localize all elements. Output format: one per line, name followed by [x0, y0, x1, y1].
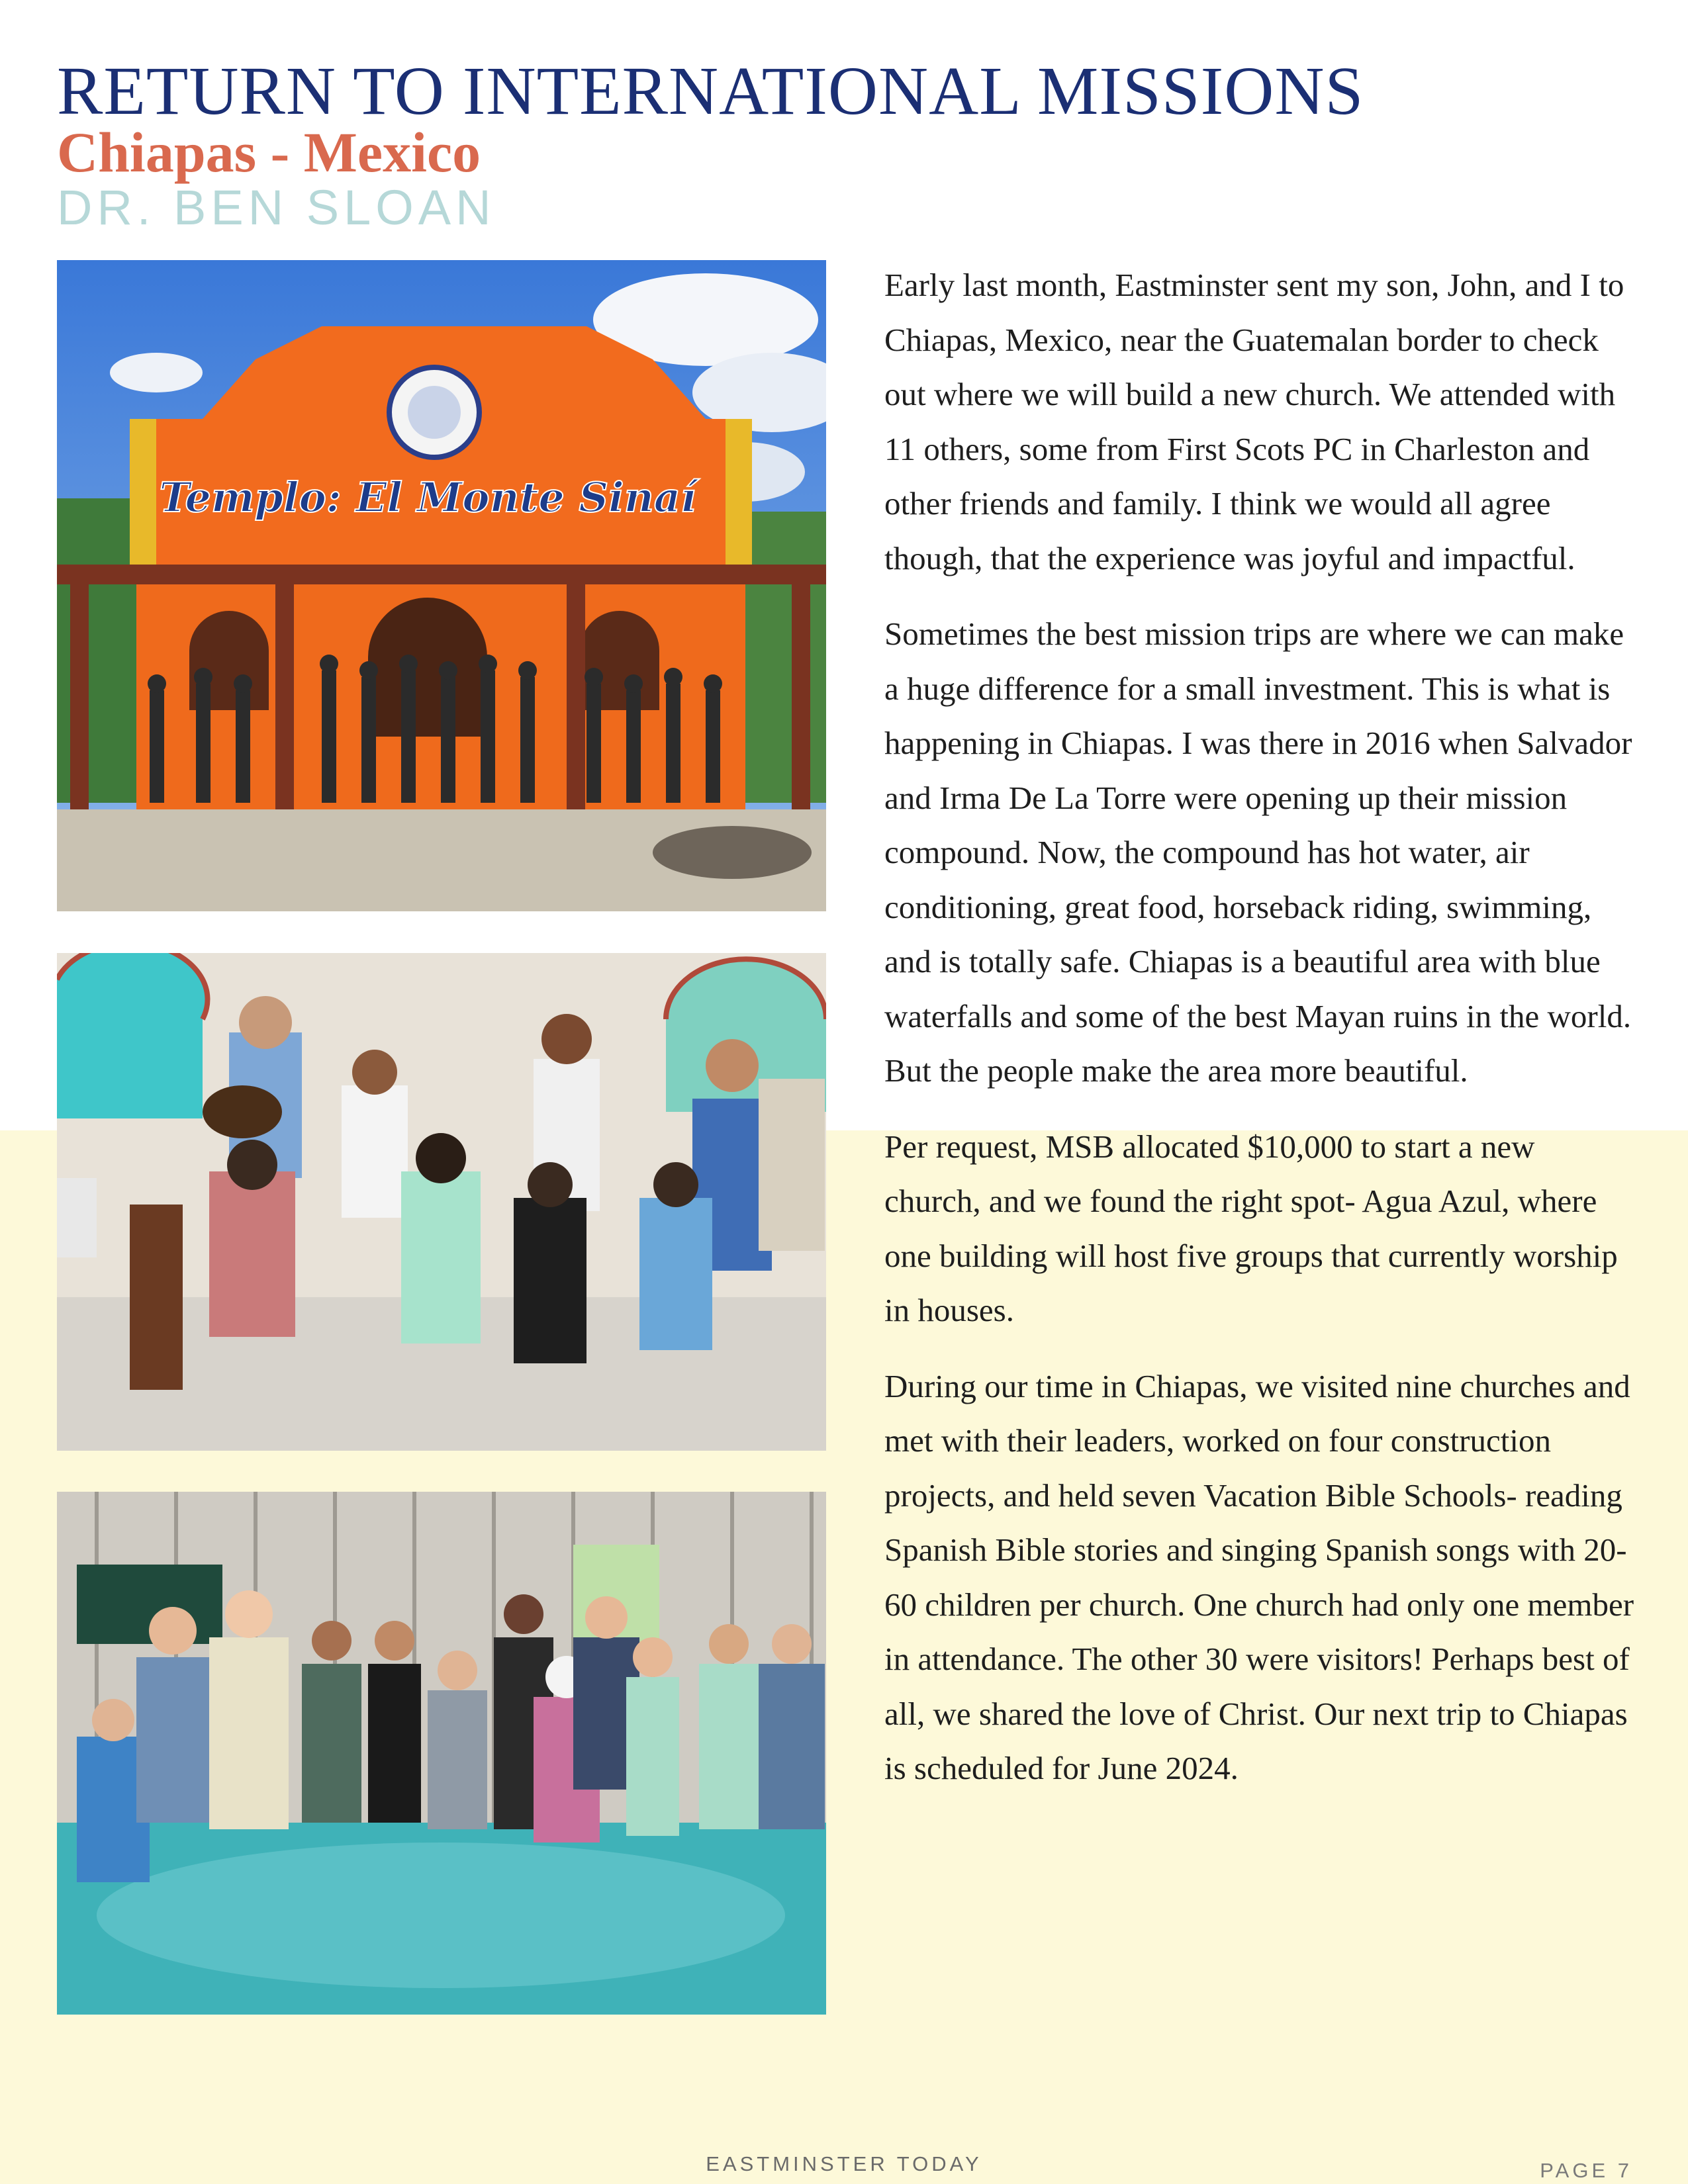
author-byline: DR. BEN SLOAN [57, 180, 496, 235]
article-paragraph-1: Early last month, Eastminster sent my son, John, and I to Chiapas, Mexico, near the Guatemalan border to check out where we will build a new church. We attended with 11 others, some from First Scots PC in Charleston and other friends and family. I think we would all agree though, that the experience was joyful and impactful. [884, 267, 1624, 576]
article-paragraph-2: Sometimes the best mission trips are where we can make a huge difference for a small investment. This is what is happening in Chiapas. I was there in 2016 when Salvador and Irma De La Torre were opening up their mission compound. Now, the compound has hot water, air conditioning, great food, horseback riding, swimming, and is totally safe. Chiapas is a beautiful area with blue waterfalls and some of the best Mayan ruins in the world. But the people make the area more beautiful. [884, 615, 1632, 1089]
footer-page-number: PAGE 7 [1540, 2159, 1632, 2182]
group-photo-wooden-church [57, 1492, 826, 2015]
footer-publication: EASTMINSTER TODAY [706, 2152, 982, 2175]
vbs-guitar-photo [57, 953, 826, 1451]
page-title: RETURN TO INTERNATIONAL MISSIONS [57, 53, 1364, 129]
church-sign-text: Templo: El Monte Sinaí [159, 473, 696, 522]
church-building-photo [57, 260, 826, 911]
article-paragraph-3: Per request, MSB allocated $10,000 to start a new church, and we found the right spot- Agua Azul, where one building will host five groups that currently worship in houses. [884, 1128, 1618, 1328]
article-body [884, 258, 1639, 1817]
article-paragraph-4: During our time in Chiapas, we visited nine churches and met with their leaders, worked on four construction projects, and held seven Vacation Bible Schools- reading Spanish Bible stories and singing Spanish songs with 20-60 children per church. One church had only one member in attendance. The other 30 were visitors! Perhaps best of all, we shared the love of Christ. Our next trip to Chiapas is scheduled for June 2024. [884, 1367, 1634, 1786]
page-subtitle: Chiapas - Mexico [57, 120, 481, 184]
